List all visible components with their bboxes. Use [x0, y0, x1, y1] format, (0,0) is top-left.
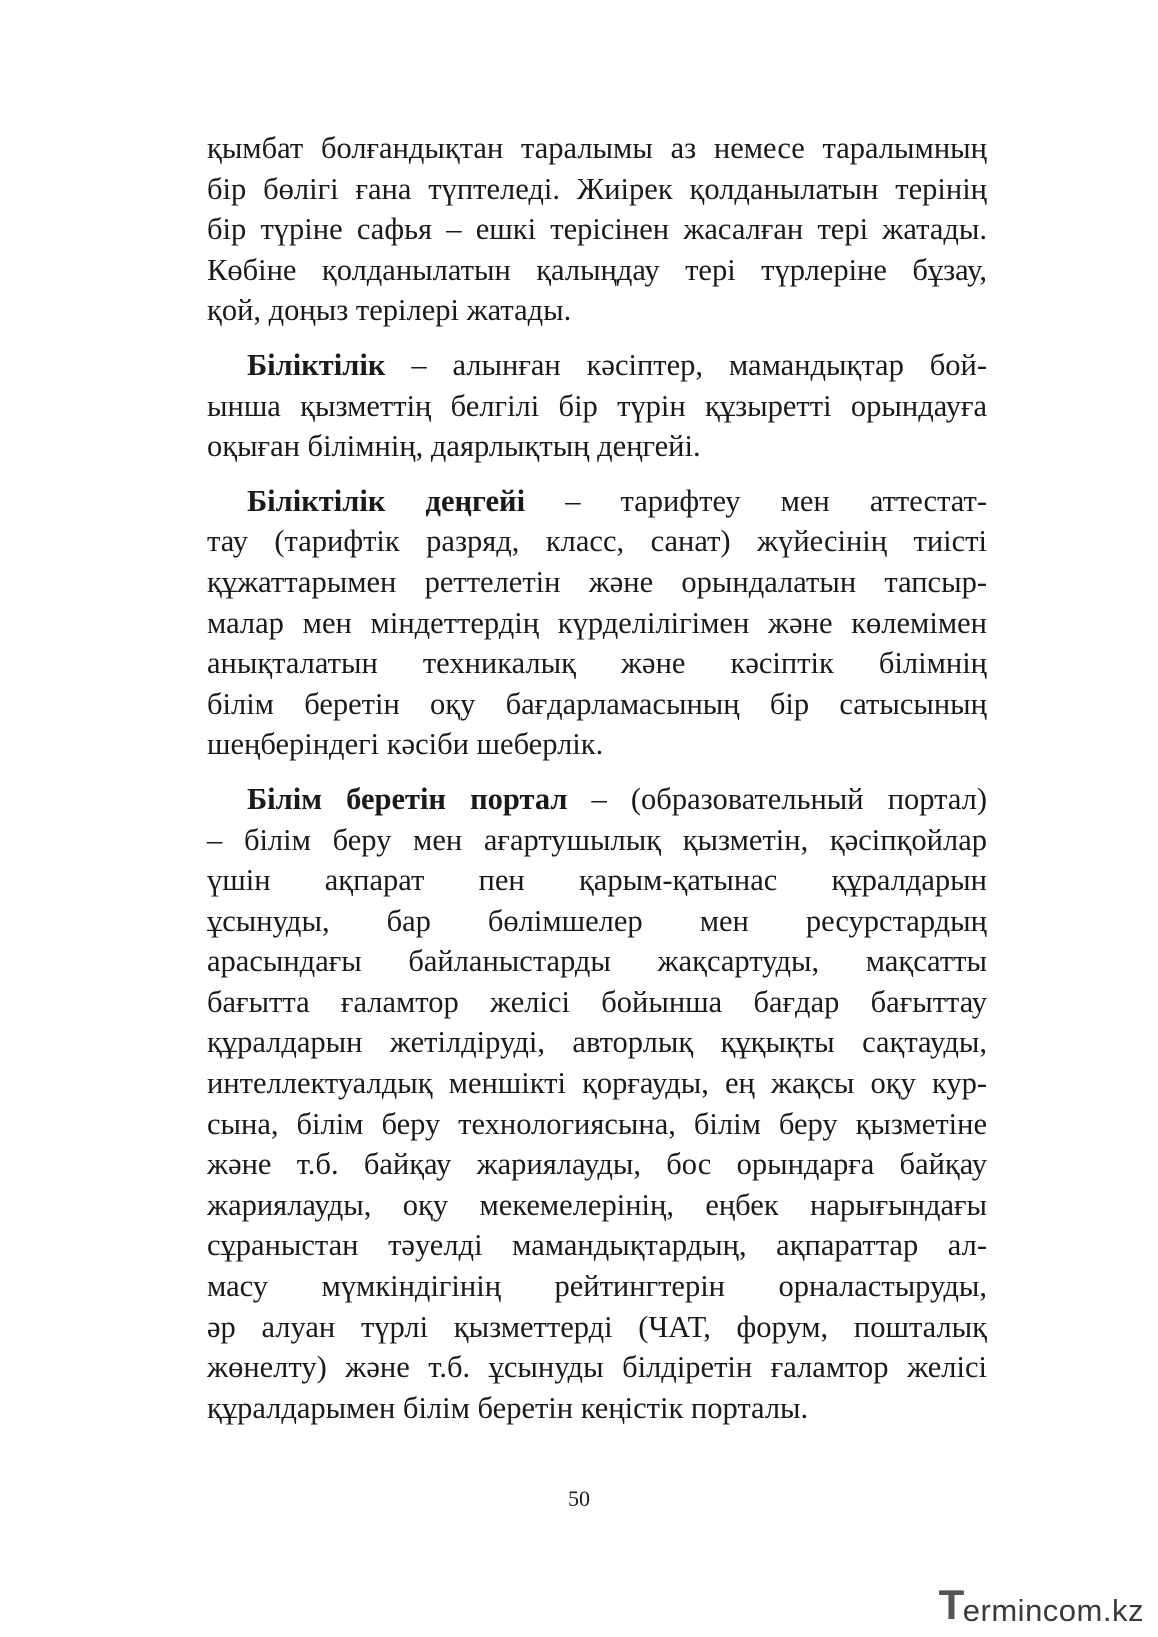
page-number: 50	[568, 1486, 590, 1511]
text-line: бір түріне сафья – ешкі терісінен жасалған тері жатады.	[207, 212, 987, 247]
text-line: жөнелту) және т.б. ұсынуды білдіретін ғаламтор желісі	[207, 1350, 987, 1385]
text-line: құралдарын жетілдіруді, авторлық құқықты сақтауды,	[207, 1025, 987, 1060]
watermark-initial: T	[938, 1581, 965, 1628]
watermark-logo	[939, 1581, 1144, 1629]
text-line: анықталатын техникалық және кәсіптік білімнің	[207, 646, 987, 681]
text-line	[207, 345, 987, 386]
text-line: малар мен міндеттердің күрделілігімен және көлемімен	[207, 605, 987, 640]
definition-text: – тарифтеу мен аттестат-	[525, 483, 988, 518]
text-line: тау (тарифтік разряд, класс, санат) жүйесінің тиісті	[207, 524, 987, 559]
text-line: бір бөлігі ғана түптеледі. Жиірек қолданылатын терінің	[207, 171, 987, 206]
term-label: Білім беретін портал	[247, 781, 568, 816]
text-line: ұсынуды, бар бөлімшелер мен ресурстардың	[207, 903, 987, 938]
text-line	[207, 779, 987, 820]
text-line: сұраныстан тәуелді мамандықтардың, ақпараттар ал-	[207, 1228, 987, 1263]
text-line: және т.б. байқау жариялауды, бос орындарға байқау	[207, 1147, 987, 1182]
text-line: әр алуан түрлі қызметтерді (ЧАТ, форум, пошталық	[207, 1309, 987, 1344]
definition-biliktilik	[207, 345, 987, 467]
text-line: шеңберіндегі кәсіби шеберлік.	[207, 727, 604, 762]
definition-text: – (образовательный портал)	[567, 781, 988, 816]
text-line: құжаттарымен реттелетін және орындалатын тапсыр-	[207, 564, 987, 599]
term-label: Біліктілік	[247, 347, 386, 382]
definition-biliktilik-dengeyi	[207, 481, 987, 765]
text-line: оқыған білімнің, даярлықтың деңгейі.	[207, 429, 701, 464]
text-line: сына, білім беру технологиясына, білім беру қызметіне	[207, 1106, 987, 1141]
text-line: жариялауды, оқу мекемелерінің, еңбек нарығындағы	[207, 1187, 987, 1222]
text-line: ынша қызметтің белгілі бір түрін құзыретті орындауға	[207, 388, 987, 423]
text-line: интеллектуалдық меншікті қорғауды, ең жақсы оқу кур-	[207, 1066, 987, 1101]
term-label: Біліктілік деңгейі	[247, 483, 526, 518]
text-line: құралдарымен білім беретін кеңістік порталы.	[207, 1390, 809, 1425]
watermark-text: ermincom.kz	[962, 1593, 1144, 1628]
text-line	[207, 481, 987, 522]
definition-text: – алынған кәсіптер, мамандықтар бой-	[385, 347, 987, 382]
page-body	[207, 128, 987, 1428]
text-line: бағытта ғаламтор желісі бойынша бағдар бағыттау	[207, 984, 987, 1019]
paragraph-continuation	[207, 128, 987, 331]
text-line: Көбіне қолданылатын қалыңдау тері түрлеріне бұзау,	[207, 252, 987, 287]
definition-bilim-beretin-portal	[207, 779, 987, 1429]
text-line: қой, доңыз терілері жатады.	[207, 293, 572, 328]
text-line: қымбат болғандықтан таралымы аз немесе таралымның	[207, 131, 987, 165]
text-line: білім беретін оқу бағдарламасының бір сатысының	[207, 686, 987, 721]
text-line: – білім беру мен ағартушылық қызметін, қәсіпқойлар	[207, 822, 987, 857]
text-line: арасындағы байланыстарды жақсартуды, мақсатты	[207, 944, 987, 979]
text-line: үшін ақпарат пен қарым-қатынас құралдарын	[207, 863, 987, 898]
text-line: масу мүмкіндігінің рейтингтерін орналастыруды,	[207, 1269, 987, 1304]
